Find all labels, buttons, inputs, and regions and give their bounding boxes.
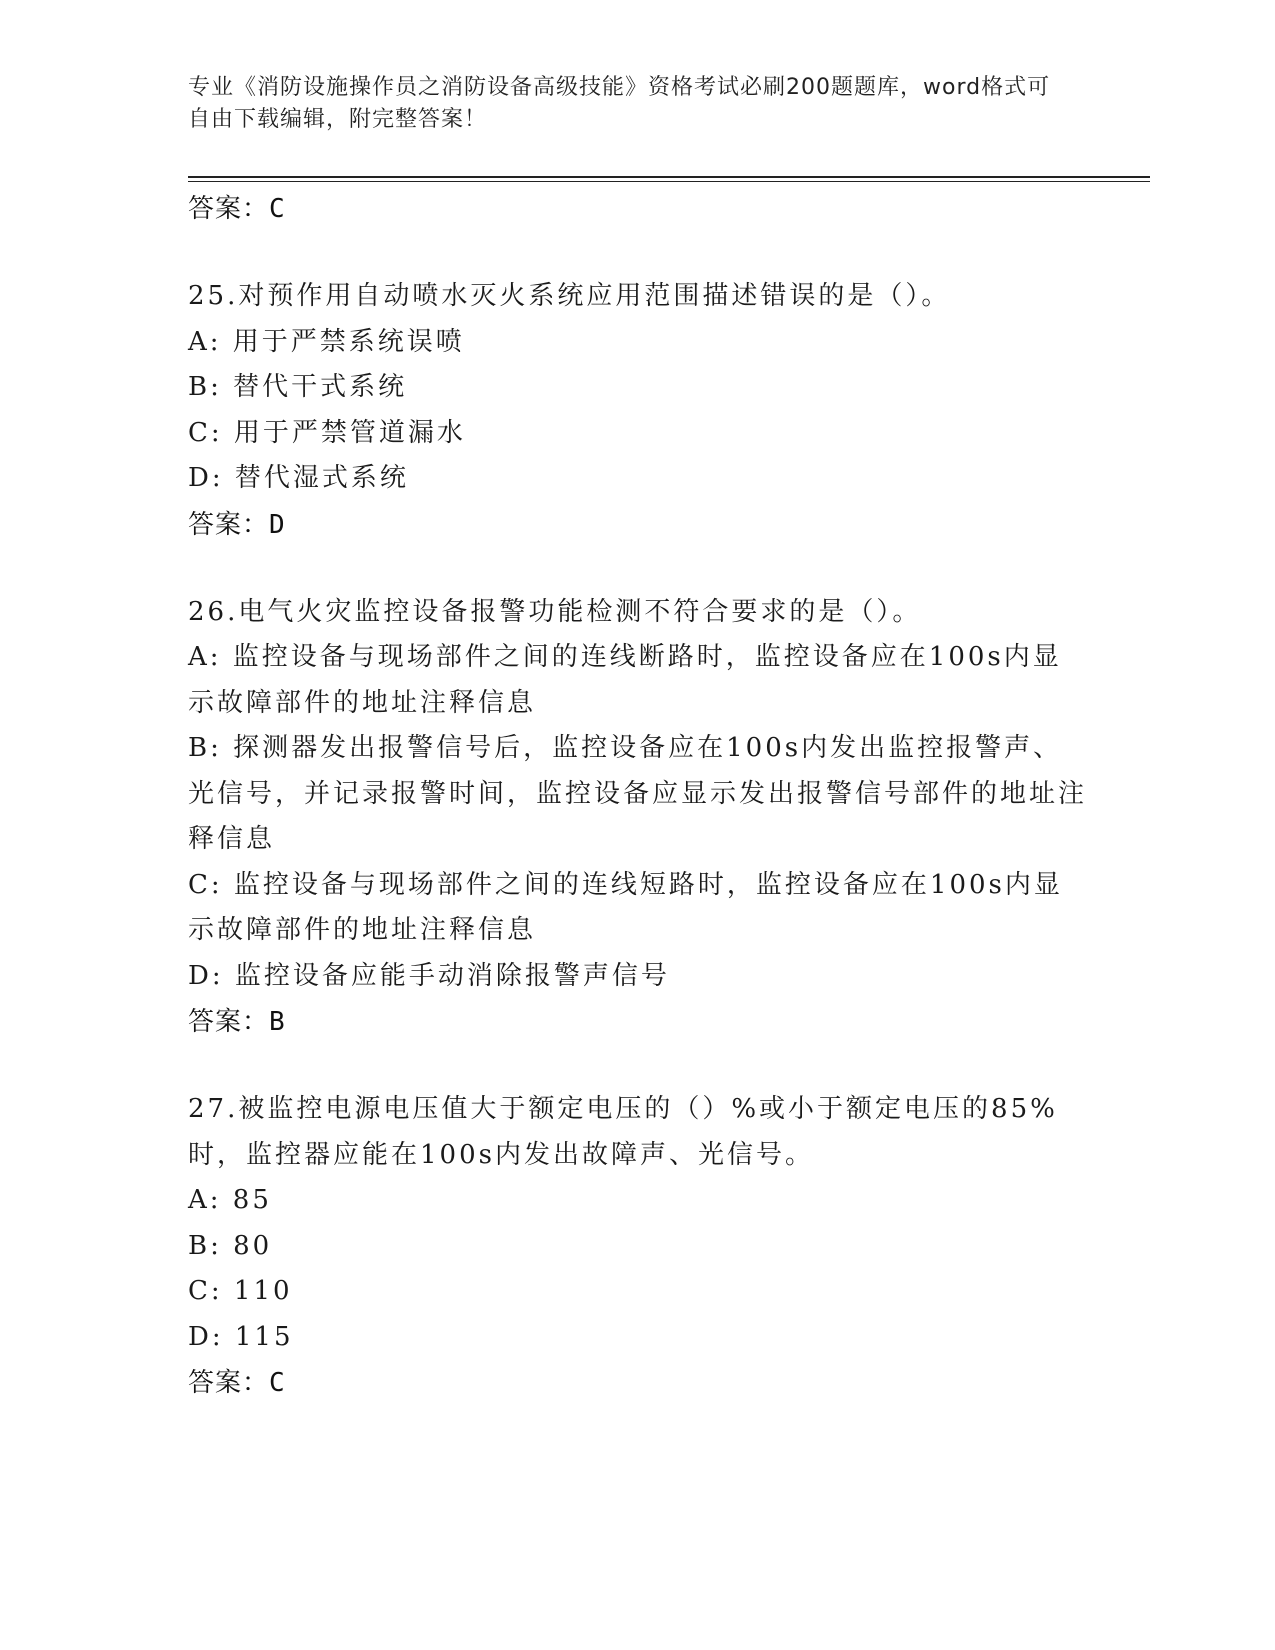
question-answer: 答案：C [188, 1368, 286, 1398]
question-26 [188, 590, 1088, 1046]
option-d: D: 监控设备应能手动消除报警声信号 [188, 960, 670, 991]
header-divider-thick [188, 176, 1150, 178]
option-c: C: 监控设备与现场部件之间的连线短路时，监控设备应在100s内显示故障部件的地址注释信息 [188, 869, 1063, 945]
option-a: A: 85 [188, 1185, 272, 1215]
option-c: C: 110 [188, 1276, 293, 1306]
header-divider-thin [188, 181, 1150, 182]
previous-answer: 答案：C [188, 194, 286, 224]
document-header: 专业《消防设施操作员之消防设备高级技能》资格考试必刷200题题库，word格式可自由下载编辑，附完整答案！ [188, 75, 1051, 132]
option-d: D: 115 [188, 1321, 294, 1352]
option-b: B: 80 [188, 1230, 273, 1261]
option-a: A: 用于严禁系统误喷 [188, 326, 465, 357]
question-text: 26.电气火灾监控设备报警功能检测不符合要求的是（）。 [188, 596, 922, 627]
option-c: C: 用于严禁管道漏水 [188, 417, 466, 448]
option-b: B: 替代干式系统 [188, 372, 408, 402]
option-b: B: 探测器发出报警信号后，监控设备应在100s内发出监控报警声、光信号，并记录报警时间，监控设备应显示发出报警信号部件的地址注释信息 [188, 733, 1088, 854]
question-answer: 答案：D [188, 509, 286, 540]
question-content [188, 186, 1088, 1406]
question-text: 27.被监控电源电压值大于额定电压的（）%或小于额定电压的85%时，监控器应能在100s内发出故障声、光信号。 [188, 1094, 1058, 1170]
option-a: A: 监控设备与现场部件之间的连线断路时，监控设备应在100s内显示故障部件的地址注释信息 [188, 642, 1062, 718]
question-text: 25.对预作用自动喷水灭火系统应用范围描述错误的是（）。 [188, 281, 951, 311]
question-answer: 答案：B [188, 1007, 286, 1037]
option-d: D: 替代湿式系统 [188, 463, 409, 493]
question-25 [188, 274, 1088, 548]
question-27 [188, 1087, 1088, 1406]
